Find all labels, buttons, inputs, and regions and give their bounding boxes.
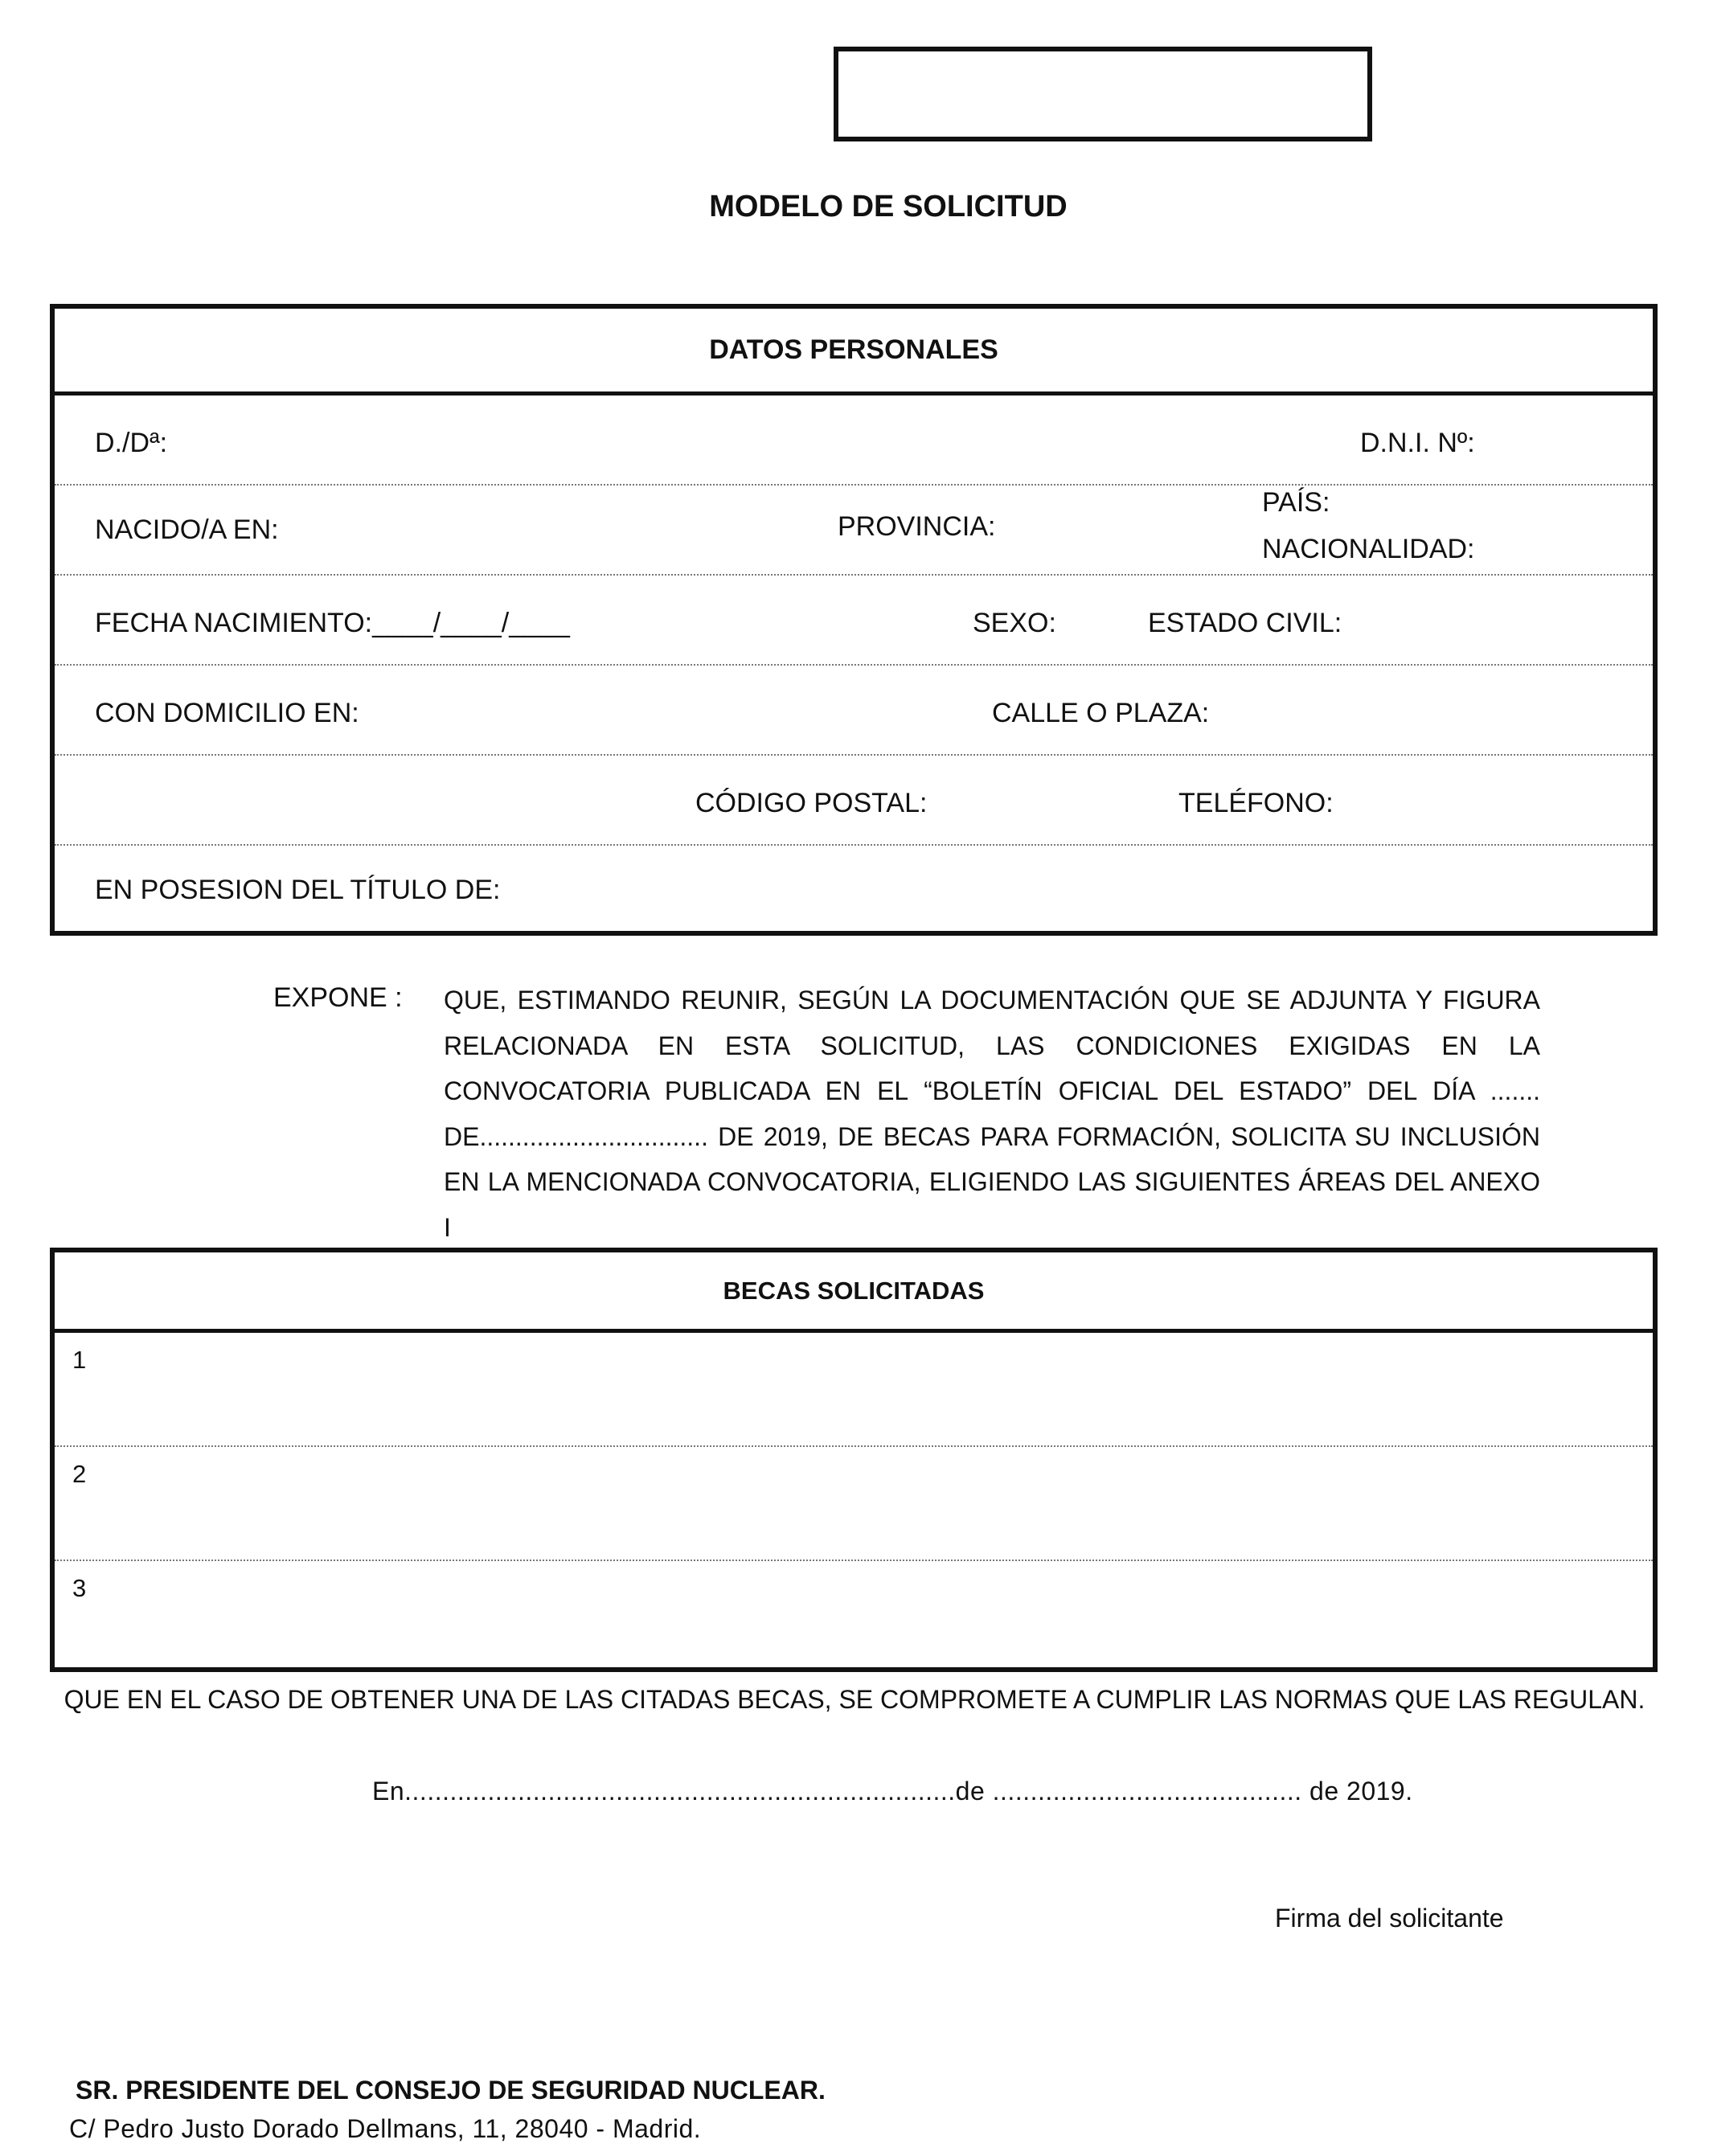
signature-label: Firma del solicitante (1275, 1904, 1504, 1933)
nationality-label: NACIONALIDAD: (1262, 534, 1475, 564)
postal-label: CÓDIGO POSTAL: (695, 788, 928, 818)
civil-status-label: ESTADO CIVIL: (1148, 608, 1342, 638)
address: C/ Pedro Justo Dorado Dellmans, 11, 28040 - Madrid. (69, 2114, 702, 2143)
beca-number: 2 (72, 1460, 87, 1488)
country-label: PAÍS: (1262, 487, 1330, 518)
street-label: CALLE O PLAZA: (992, 698, 1210, 728)
province-label: PROVINCIA: (838, 511, 996, 542)
commitment-text: QUE EN EL CASO DE OBTENER UNA DE LAS CITADAS BECAS, SE COMPROMETE A CUMPLIR LAS NORMAS QUE LAS REGULAN. (64, 1685, 1645, 1714)
phone-label: TELÉFONO: (1178, 788, 1334, 818)
beca-row-3 (55, 1561, 1653, 1667)
personal-data-header: DATOS PERSONALES (55, 309, 1653, 396)
row-postal (55, 756, 1653, 846)
row-birthdate (55, 576, 1653, 666)
beca-number: 3 (72, 1574, 87, 1602)
row-domicile (55, 666, 1653, 756)
expone-text: QUE, ESTIMANDO REUNIR, SEGÚN LA DOCUMENTACIÓN QUE SE ADJUNTA Y FIGURA RELACIONADA EN ESTA SOLICITUD, LAS CONDICIONES EXIGIDAS EN LA CONVOCATORIA PUBLICADA EN EL “BOLETÍN OFICIAL DEL ESTADO” DEL DÍA ....... DE................................ DE 2019, DE BECAS PARA FORMACIÓN, SOLICITA SU INCLUSIÓN EN LA MENCIONADA CONVOCATORIA, ELIGIENDO LAS SIGUIENTES ÁREAS DEL ANEXO I (444, 986, 1540, 1242)
birthdate-label: FECHA NACIMIENTO:____/____/____ (95, 608, 570, 638)
sex-label: SEXO: (973, 608, 1056, 638)
row-birthplace (55, 486, 1653, 576)
beca-row-2 (55, 1447, 1653, 1561)
becas-header: BECAS SOLICITADAS (55, 1252, 1653, 1333)
beca-number: 1 (72, 1346, 87, 1374)
degree-label: EN POSESION DEL TÍTULO DE: (95, 875, 501, 905)
row-title (55, 846, 1653, 931)
name-label: D./Dª: (95, 428, 168, 458)
registry-stamp-box (834, 47, 1372, 141)
becas-table (50, 1248, 1658, 1672)
domicile-label: CON DOMICILIO EN: (95, 698, 359, 728)
beca-row-1 (55, 1333, 1653, 1447)
recipient: SR. PRESIDENTE DEL CONSEJO DE SEGURIDAD NUCLEAR. (76, 2076, 826, 2105)
personal-data-table (50, 304, 1658, 936)
expone-label: EXPONE : (273, 982, 403, 1013)
place-date-line: En.........................................................................de ......................................... de 2019. (372, 1777, 1413, 1806)
born-label: NACIDO/A EN: (95, 514, 279, 545)
dni-label: D.N.I. Nº: (1360, 428, 1475, 458)
page-title: MODELO DE SOLICITUD (709, 190, 1068, 223)
row-name (55, 396, 1653, 486)
